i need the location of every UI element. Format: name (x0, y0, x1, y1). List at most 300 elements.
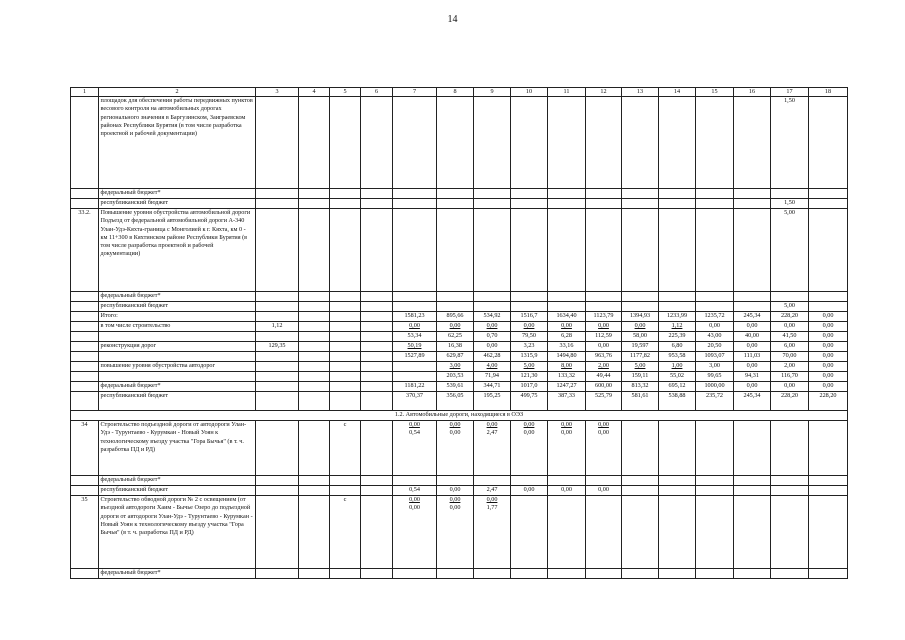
value-text: 1123,79 (593, 312, 614, 320)
column-number: 1 (71, 88, 99, 97)
value-cell (586, 382, 622, 392)
value-cell (734, 332, 771, 342)
value-cell (330, 322, 361, 332)
description-text: повышение уровня обустройства автодорог (100, 362, 216, 370)
value-cell (622, 97, 659, 189)
value-cell (299, 362, 330, 372)
description-cell (99, 421, 256, 476)
value-cell (734, 362, 771, 372)
value-cell (256, 332, 299, 342)
value-cell (548, 209, 586, 292)
value-cell (622, 362, 659, 372)
value-cell (696, 496, 734, 569)
value-cell (548, 189, 586, 199)
column-number: 10 (511, 88, 548, 97)
value-cell (696, 476, 734, 486)
value-cell (622, 569, 659, 579)
value-cell (299, 292, 330, 302)
value-cell (548, 476, 586, 486)
value-cell (622, 352, 659, 362)
value-cell (393, 372, 437, 382)
value-cell (256, 382, 299, 392)
value-cell (809, 209, 848, 292)
value-cell (361, 392, 393, 411)
value-cell (622, 322, 659, 332)
column-number: 5 (330, 88, 361, 97)
value-cell (437, 569, 474, 579)
value-text: 112,59 (595, 332, 612, 340)
value-cell (548, 486, 586, 496)
value-cell (548, 302, 586, 312)
value-text: 111,03 (743, 352, 761, 360)
value-cell (586, 496, 622, 569)
value-cell (771, 486, 809, 496)
value-text: 1527,89 (404, 352, 425, 360)
value-cell (361, 322, 393, 332)
value-text: 0,54 (409, 429, 420, 437)
value-cell (659, 352, 696, 362)
value-text: 895,66 (446, 312, 464, 320)
value-text: 1181,22 (404, 382, 425, 390)
value-cell (474, 352, 511, 362)
value-cell (809, 392, 848, 411)
description-text: федеральный бюджет* (100, 292, 161, 300)
column-number: 13 (622, 88, 659, 97)
value-text: 0,00 (561, 486, 572, 494)
value-cell (393, 342, 437, 352)
value-cell (734, 322, 771, 332)
value-cell (256, 292, 299, 302)
value-cell (622, 302, 659, 312)
value-cell (659, 199, 696, 209)
value-cell (474, 476, 511, 486)
value-cell (771, 342, 809, 352)
value-text: 0,00 (449, 429, 461, 437)
value-cell (511, 476, 548, 486)
value-text: 1093,07 (704, 352, 725, 360)
description-cell (99, 312, 256, 322)
value-cell (659, 496, 696, 569)
column-number: 3 (256, 88, 299, 97)
column-number: 17 (771, 88, 809, 97)
value-cell (256, 372, 299, 382)
value-text: 50,19 (407, 342, 422, 350)
budget-table (70, 87, 848, 579)
value-cell (393, 189, 437, 199)
value-text: 1000,00 (704, 382, 725, 390)
value-cell (330, 332, 361, 342)
value-cell (393, 476, 437, 486)
value-cell (511, 97, 548, 189)
table-row (71, 342, 848, 352)
value-cell (696, 362, 734, 372)
value-cell (299, 209, 330, 292)
value-cell (548, 97, 586, 189)
value-cell (696, 322, 734, 332)
value-cell (256, 421, 299, 476)
value-cell (771, 97, 809, 189)
value-cell (330, 209, 361, 292)
value-text: 0,00 (449, 504, 461, 512)
value-cell (393, 569, 437, 579)
value-cell (256, 342, 299, 352)
value-text: 0,00 (409, 504, 420, 512)
value-text: 0,00 (822, 322, 834, 330)
value-cell (474, 97, 511, 189)
value-cell (659, 209, 696, 292)
row-number-cell (71, 372, 99, 382)
value-cell (256, 189, 299, 199)
value-cell (622, 476, 659, 486)
value-text: с (343, 496, 347, 504)
value-cell (437, 486, 474, 496)
value-cell (437, 382, 474, 392)
value-cell (734, 382, 771, 392)
value-cell (256, 209, 299, 292)
value-cell (511, 496, 548, 569)
value-cell (809, 322, 848, 332)
value-cell (511, 322, 548, 332)
value-cell (622, 496, 659, 569)
value-text: 0,00 (598, 342, 609, 350)
value-cell (586, 342, 622, 352)
value-cell (330, 292, 361, 302)
table-row (71, 332, 848, 342)
column-number: 15 (696, 88, 734, 97)
value-text: 344,71 (483, 382, 501, 390)
description-cell (99, 199, 256, 209)
value-text: 1516,7 (520, 312, 538, 320)
value-cell (474, 362, 511, 372)
value-cell (809, 302, 848, 312)
value-cell (299, 302, 330, 312)
value-text: 1233,99 (666, 312, 688, 320)
value-cell (586, 476, 622, 486)
section-heading-row (71, 411, 848, 421)
value-cell (393, 302, 437, 312)
value-cell (659, 342, 696, 352)
value-cell (734, 342, 771, 352)
value-cell (734, 476, 771, 486)
value-cell (474, 486, 511, 496)
description-text: федеральный бюджет* (100, 382, 161, 390)
table-row (71, 421, 848, 476)
value-cell (659, 372, 696, 382)
row-number-cell (71, 322, 99, 332)
value-cell (256, 496, 299, 569)
column-number: 7 (393, 88, 437, 97)
description-text: федеральный бюджет* (100, 476, 161, 484)
value-text: 5,00 (784, 302, 795, 310)
value-text: 1235,72 (704, 312, 725, 320)
value-cell (361, 312, 393, 322)
value-cell (437, 421, 474, 476)
description-cell (99, 189, 256, 199)
column-number: 9 (474, 88, 511, 97)
value-text: 225,39 (668, 332, 686, 340)
table-row (71, 189, 848, 199)
row-number-cell (71, 496, 99, 569)
value-cell (330, 352, 361, 362)
value-text: 1581,23 (404, 312, 425, 320)
value-text: 0,00 (822, 362, 834, 370)
value-cell (299, 322, 330, 332)
value-cell (586, 322, 622, 332)
value-cell (361, 421, 393, 476)
value-cell (474, 209, 511, 292)
table-row (71, 569, 848, 579)
value-cell (809, 382, 848, 392)
value-cell (511, 189, 548, 199)
value-text: 0,00 (822, 372, 834, 380)
value-text: 3,23 (523, 342, 535, 350)
table-row (71, 199, 848, 209)
value-cell (734, 209, 771, 292)
value-cell (809, 362, 848, 372)
value-cell (771, 292, 809, 302)
value-text: 49,44 (596, 372, 611, 380)
value-cell (299, 342, 330, 352)
table-row (71, 382, 848, 392)
value-cell (659, 382, 696, 392)
value-text: 1017,0 (520, 382, 538, 390)
value-text: 2,47 (486, 486, 498, 494)
description-cell (99, 302, 256, 312)
value-cell (299, 382, 330, 392)
value-text: 0,00 (449, 486, 461, 494)
value-cell (299, 352, 330, 362)
value-cell (696, 372, 734, 382)
value-cell (393, 209, 437, 292)
row-number-cell (71, 569, 99, 579)
description-cell (99, 209, 256, 292)
value-cell (511, 421, 548, 476)
column-number: 18 (809, 88, 848, 97)
value-cell (474, 569, 511, 579)
value-cell (361, 189, 393, 199)
value-cell (299, 372, 330, 382)
value-cell (330, 199, 361, 209)
value-cell (548, 312, 586, 322)
value-text: 0,00 (449, 322, 461, 330)
value-cell (361, 332, 393, 342)
value-cell (696, 352, 734, 362)
value-cell (474, 382, 511, 392)
value-cell (393, 97, 437, 189)
value-cell (809, 496, 848, 569)
row-number-cell (71, 312, 99, 322)
value-text: 0,00 (746, 382, 758, 390)
value-text: 33,16 (559, 342, 574, 350)
value-text: 963,76 (594, 352, 612, 360)
description-text: республиканский бюджет (100, 199, 169, 207)
value-cell (586, 421, 622, 476)
value-text: 133,32 (557, 372, 575, 380)
value-cell (548, 421, 586, 476)
value-text: 600,00 (594, 382, 612, 390)
value-text: 0,00 (449, 496, 461, 504)
value-cell (437, 352, 474, 362)
value-text: 99,65 (707, 372, 722, 380)
value-cell (330, 569, 361, 579)
value-text: 0,00 (598, 421, 609, 429)
value-cell (696, 421, 734, 476)
value-text: 1315,9 (520, 352, 538, 360)
table-row (71, 302, 848, 312)
value-cell (734, 97, 771, 189)
value-text: 0,00 (486, 496, 498, 504)
table-row (71, 486, 848, 496)
value-text: 0,70 (486, 332, 498, 340)
column-number: 11 (548, 88, 586, 97)
value-cell (474, 312, 511, 322)
value-cell (586, 209, 622, 292)
value-text: 0,00 (746, 322, 758, 330)
table-row (71, 97, 848, 189)
value-text: 1394,93 (629, 312, 651, 320)
value-cell (659, 189, 696, 199)
value-cell (659, 392, 696, 411)
value-cell (696, 302, 734, 312)
description-cell (99, 352, 256, 362)
value-cell (437, 322, 474, 332)
value-text: 953,58 (668, 352, 686, 360)
value-cell (548, 496, 586, 569)
value-text: 70,00 (782, 352, 797, 360)
value-cell (696, 392, 734, 411)
value-text: 235,72 (705, 392, 723, 400)
table-row (71, 362, 848, 372)
value-cell (361, 496, 393, 569)
value-cell (586, 372, 622, 382)
value-text: 20,50 (707, 342, 722, 350)
value-cell (330, 476, 361, 486)
value-cell (361, 486, 393, 496)
value-cell (256, 312, 299, 322)
value-text: 0,00 (409, 322, 420, 330)
value-cell (330, 421, 361, 476)
value-cell (511, 362, 548, 372)
value-cell (771, 569, 809, 579)
description-cell (99, 476, 256, 486)
value-cell (809, 372, 848, 382)
value-cell (330, 496, 361, 569)
description-cell (99, 292, 256, 302)
value-text: 94,31 (745, 372, 759, 380)
value-cell (696, 342, 734, 352)
value-text: 6,28 (561, 332, 572, 340)
value-cell (299, 569, 330, 579)
value-cell (586, 199, 622, 209)
value-text: 0,00 (523, 421, 535, 429)
value-cell (330, 97, 361, 189)
value-cell (771, 312, 809, 322)
value-cell (256, 476, 299, 486)
value-text: 40,00 (745, 332, 759, 340)
description-text: реконструкция дорог (100, 342, 157, 350)
value-cell (734, 486, 771, 496)
value-cell (330, 392, 361, 411)
column-number: 12 (586, 88, 622, 97)
value-cell (361, 302, 393, 312)
value-text: 0,00 (523, 322, 535, 330)
value-cell (659, 97, 696, 189)
value-text: 1247,27 (556, 382, 577, 390)
value-cell (474, 496, 511, 569)
value-cell (659, 302, 696, 312)
value-cell (361, 342, 393, 352)
value-cell (393, 292, 437, 302)
value-cell (511, 486, 548, 496)
value-text: 0,00 (523, 429, 535, 437)
value-text: 0,00 (822, 312, 834, 320)
value-cell (659, 421, 696, 476)
description-text: площадок для обеспечения работы передвижных пунктов весового контроля на автомобильных дорогах регионального значения в Баргузинском, Заиграевском районах Республики Бурятия (в том числе разработка проектной и рабочей документации) (100, 97, 253, 137)
value-text: 228,20 (780, 392, 798, 400)
value-cell (361, 569, 393, 579)
value-cell (437, 362, 474, 372)
value-cell (586, 97, 622, 189)
value-text: 0,00 (409, 421, 420, 429)
value-text: 534,92 (483, 312, 501, 320)
value-cell (771, 476, 809, 486)
column-number: 6 (361, 88, 393, 97)
value-cell (586, 332, 622, 342)
value-cell (330, 342, 361, 352)
description-cell (99, 332, 256, 342)
value-cell (771, 362, 809, 372)
value-text: 2,00 (784, 362, 795, 370)
value-cell (771, 496, 809, 569)
value-text: 0,00 (598, 322, 609, 330)
description-cell (99, 322, 256, 332)
value-text: 0,00 (634, 322, 646, 330)
value-cell (256, 569, 299, 579)
value-cell (437, 496, 474, 569)
value-cell (393, 312, 437, 322)
value-cell (734, 569, 771, 579)
value-cell (330, 382, 361, 392)
table-row (71, 352, 848, 362)
row-number-cell (71, 476, 99, 486)
value-cell (734, 496, 771, 569)
row-number-cell (71, 392, 99, 411)
value-cell (330, 372, 361, 382)
value-text: 33.2. (78, 209, 91, 217)
value-cell (299, 97, 330, 189)
value-text: 0,00 (561, 429, 572, 437)
description-text: федеральный бюджет* (100, 189, 161, 197)
value-cell (771, 332, 809, 342)
table-row (71, 312, 848, 322)
value-cell (696, 332, 734, 342)
value-cell (809, 189, 848, 199)
value-cell (809, 476, 848, 486)
value-cell (299, 312, 330, 322)
description-text: республиканский бюджет (100, 392, 169, 400)
value-cell (437, 476, 474, 486)
value-cell (330, 302, 361, 312)
value-cell (361, 199, 393, 209)
value-cell (330, 312, 361, 322)
value-text: 129,35 (268, 342, 286, 350)
value-cell (393, 486, 437, 496)
value-cell (734, 199, 771, 209)
column-number: 16 (734, 88, 771, 97)
value-cell (393, 392, 437, 411)
value-text: 1494,80 (556, 352, 577, 360)
value-text: 0,00 (784, 322, 795, 330)
